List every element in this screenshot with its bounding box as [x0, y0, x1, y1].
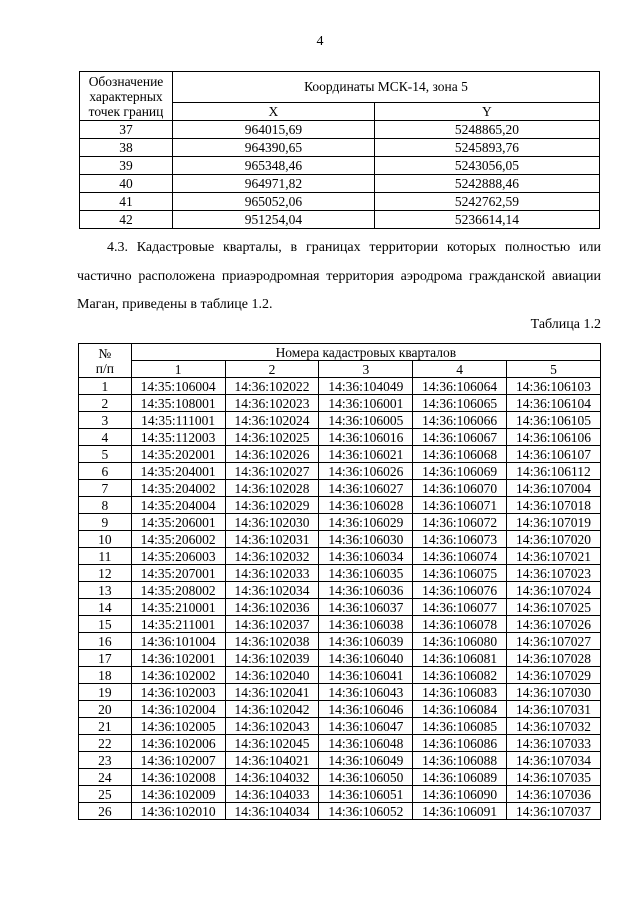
- cadastral-row: [79, 378, 601, 395]
- cadastral-number-cell: 14:36:102033: [225, 565, 319, 582]
- cadastral-number-cell: 14:36:102036: [225, 599, 319, 616]
- row-number-cell: 23: [79, 752, 132, 769]
- cadastral-number-cell: 14:35:202001: [131, 446, 225, 463]
- cadastral-quarters-table: [78, 343, 601, 820]
- row-number-cell: 17: [79, 650, 132, 667]
- point-number-cell: 42: [80, 211, 173, 229]
- cadastral-number-cell: 14:36:102032: [225, 548, 319, 565]
- cadastral-number-cell: 14:36:102024: [225, 412, 319, 429]
- cadastral-number-cell: 14:36:102026: [225, 446, 319, 463]
- cadastral-row: [79, 752, 601, 769]
- cadastral-row: [79, 718, 601, 735]
- row-number-header-line: №: [98, 345, 112, 361]
- cadastral-row: [79, 616, 601, 633]
- y-coordinate-cell: 5242888,46: [374, 175, 599, 193]
- x-coordinate-cell: 965348,46: [173, 157, 375, 175]
- cadastral-number-cell: 14:36:102003: [131, 684, 225, 701]
- cadastral-number-cell: 14:35:208002: [131, 582, 225, 599]
- boundary-points-header-line: точек границ: [88, 104, 164, 119]
- cadastral-number-cell: 14:36:107020: [507, 531, 601, 548]
- cadastral-number-cell: 14:36:106077: [413, 599, 507, 616]
- cadastral-number-cell: 14:36:107037: [507, 803, 601, 820]
- cadastral-row: [79, 446, 601, 463]
- row-number-cell: 2: [79, 395, 132, 412]
- cadastral-number-cell: 14:36:102002: [131, 667, 225, 684]
- cadastral-row: [79, 429, 601, 446]
- cadastral-number-cell: 14:36:107029: [507, 667, 601, 684]
- cadastral-number-cell: 14:36:106103: [507, 378, 601, 395]
- cadastral-number-cell: 14:36:106073: [413, 531, 507, 548]
- row-number-cell: 21: [79, 718, 132, 735]
- cadastral-number-cell: 14:36:106081: [413, 650, 507, 667]
- cadastral-row: [79, 633, 601, 650]
- cadastral-number-cell: 14:36:107035: [507, 769, 601, 786]
- cadastral-number-cell: 14:36:106107: [507, 446, 601, 463]
- cadastral-number-cell: 14:36:106052: [319, 803, 413, 820]
- y-coordinate-cell: 5242762,59: [374, 193, 599, 211]
- row-number-cell: 18: [79, 667, 132, 684]
- x-coordinate-cell: 964015,69: [173, 121, 375, 139]
- row-number-cell: 8: [79, 497, 132, 514]
- cadastral-number-cell: 14:36:106026: [319, 463, 413, 480]
- row-number-cell: 19: [79, 684, 132, 701]
- cadastral-number-cell: 14:36:107030: [507, 684, 601, 701]
- cadastral-number-cell: 14:36:107036: [507, 786, 601, 803]
- cadastral-number-cell: 14:36:106080: [413, 633, 507, 650]
- cadastral-number-cell: 14:36:102008: [131, 769, 225, 786]
- cadastral-number-cell: 14:36:106064: [413, 378, 507, 395]
- cadastral-number-cell: 14:35:211001: [131, 616, 225, 633]
- cadastral-number-cell: 14:36:106104: [507, 395, 601, 412]
- cadastral-number-cell: 14:36:102037: [225, 616, 319, 633]
- cadastral-number-cell: 14:36:104034: [225, 803, 319, 820]
- column-number-header: 1: [131, 361, 225, 378]
- cadastral-number-cell: 14:36:106030: [319, 531, 413, 548]
- cadastral-number-cell: 14:36:106082: [413, 667, 507, 684]
- x-coordinate-cell: 964390,65: [173, 139, 375, 157]
- coordinates-row: [80, 139, 600, 157]
- coordinates-row: [80, 193, 600, 211]
- row-number-header: [79, 344, 132, 378]
- cadastral-number-cell: 14:36:107024: [507, 582, 601, 599]
- cadastral-number-cell: 14:36:102005: [131, 718, 225, 735]
- row-number-cell: 15: [79, 616, 132, 633]
- cadastral-number-cell: 14:36:106029: [319, 514, 413, 531]
- cadastral-number-cell: 14:35:204002: [131, 480, 225, 497]
- cadastral-number-cell: 14:35:108001: [131, 395, 225, 412]
- y-coordinate-cell: 5243056,05: [374, 157, 599, 175]
- cadastral-number-cell: 14:36:102007: [131, 752, 225, 769]
- cadastral-row: [79, 650, 601, 667]
- cadastral-number-cell: 14:36:104021: [225, 752, 319, 769]
- cadastral-number-cell: 14:36:102043: [225, 718, 319, 735]
- cadastral-number-cell: 14:36:106071: [413, 497, 507, 514]
- row-number-cell: 25: [79, 786, 132, 803]
- cadastral-number-cell: 14:36:106112: [507, 463, 601, 480]
- cadastral-number-cell: 14:36:106083: [413, 684, 507, 701]
- cadastral-number-cell: 14:36:102010: [131, 803, 225, 820]
- point-number-cell: 38: [80, 139, 173, 157]
- cadastral-number-cell: 14:36:106066: [413, 412, 507, 429]
- row-number-cell: 12: [79, 565, 132, 582]
- cadastral-number-cell: 14:36:106068: [413, 446, 507, 463]
- cadastral-number-cell: 14:36:106049: [319, 752, 413, 769]
- cadastral-number-cell: 14:36:106039: [319, 633, 413, 650]
- cadastral-number-cell: 14:36:106037: [319, 599, 413, 616]
- cadastral-number-cell: 14:36:102001: [131, 650, 225, 667]
- cadastral-number-cell: 14:36:102027: [225, 463, 319, 480]
- coordinates-row: [80, 175, 600, 193]
- cadastral-row: [79, 531, 601, 548]
- cadastral-number-cell: 14:36:106069: [413, 463, 507, 480]
- y-coordinate-cell: 5245893,76: [374, 139, 599, 157]
- cadastral-number-cell: 14:36:102030: [225, 514, 319, 531]
- cadastral-number-cell: 14:36:102028: [225, 480, 319, 497]
- cadastral-number-cell: 14:36:107033: [507, 735, 601, 752]
- cadastral-number-cell: 14:36:106085: [413, 718, 507, 735]
- row-number-cell: 14: [79, 599, 132, 616]
- cadastral-number-cell: 14:36:106084: [413, 701, 507, 718]
- cadastral-number-cell: 14:36:106072: [413, 514, 507, 531]
- row-number-cell: 10: [79, 531, 132, 548]
- cadastral-number-cell: 14:36:106051: [319, 786, 413, 803]
- coordinates-table: [79, 71, 600, 229]
- point-number-cell: 39: [80, 157, 173, 175]
- cadastral-number-cell: 14:36:106089: [413, 769, 507, 786]
- cadastral-number-cell: 14:36:106048: [319, 735, 413, 752]
- cadastral-number-cell: 14:36:106105: [507, 412, 601, 429]
- cadastral-number-cell: 14:35:210001: [131, 599, 225, 616]
- cadastral-number-cell: 14:36:106021: [319, 446, 413, 463]
- cadastral-number-cell: 14:36:106046: [319, 701, 413, 718]
- cadastral-row: [79, 548, 601, 565]
- cadastral-row: [79, 412, 601, 429]
- cadastral-number-cell: 14:36:102045: [225, 735, 319, 752]
- column-number-header: 5: [507, 361, 601, 378]
- row-number-cell: 6: [79, 463, 132, 480]
- cadastral-row: [79, 463, 601, 480]
- cadastral-number-cell: 14:36:106091: [413, 803, 507, 820]
- cadastral-number-cell: 14:36:107019: [507, 514, 601, 531]
- row-number-cell: 22: [79, 735, 132, 752]
- cadastral-number-cell: 14:36:106036: [319, 582, 413, 599]
- cadastral-number-cell: 14:36:107004: [507, 480, 601, 497]
- cadastral-number-cell: 14:36:107018: [507, 497, 601, 514]
- cadastral-number-cell: 14:36:106086: [413, 735, 507, 752]
- cadastral-number-cell: 14:36:106047: [319, 718, 413, 735]
- cadastral-number-cell: 14:36:106067: [413, 429, 507, 446]
- cadastral-number-cell: 14:36:107032: [507, 718, 601, 735]
- cadastral-row: [79, 803, 601, 820]
- cadastral-row: [79, 565, 601, 582]
- cadastral-number-cell: 14:35:206003: [131, 548, 225, 565]
- cadastral-row: [79, 497, 601, 514]
- cadastral-row: [79, 667, 601, 684]
- cadastral-number-cell: 14:36:102023: [225, 395, 319, 412]
- cadastral-number-cell: 14:36:104033: [225, 786, 319, 803]
- cadastral-number-cell: 14:36:107031: [507, 701, 601, 718]
- row-number-header-line: п/п: [95, 360, 114, 376]
- cadastral-number-cell: 14:36:106041: [319, 667, 413, 684]
- section-4-3-paragraph: [77, 234, 601, 320]
- cadastral-row: [79, 582, 601, 599]
- column-number-header: 4: [413, 361, 507, 378]
- page-number: 4: [316, 34, 324, 49]
- y-coordinate-cell: 5248865,20: [374, 121, 599, 139]
- cadastral-number-cell: 14:36:106050: [319, 769, 413, 786]
- cadastral-number-cell: 14:36:106005: [319, 412, 413, 429]
- cadastral-number-cell: 14:36:106078: [413, 616, 507, 633]
- cadastral-number-cell: 14:36:106028: [319, 497, 413, 514]
- cadastral-row: [79, 514, 601, 531]
- cadastral-number-cell: 14:36:102006: [131, 735, 225, 752]
- cadastral-number-cell: 14:36:107025: [507, 599, 601, 616]
- row-number-cell: 20: [79, 701, 132, 718]
- point-number-cell: 40: [80, 175, 173, 193]
- x-coordinate-cell: 951254,04: [173, 211, 375, 229]
- cadastral-number-cell: 14:36:102025: [225, 429, 319, 446]
- cadastral-row: [79, 395, 601, 412]
- cadastral-number-cell: 14:36:106016: [319, 429, 413, 446]
- cadastral-number-cell: 14:36:104032: [225, 769, 319, 786]
- cadastral-number-cell: 14:36:106035: [319, 565, 413, 582]
- cadastral-number-cell: 14:35:207001: [131, 565, 225, 582]
- cadastral-number-cell: 14:36:107026: [507, 616, 601, 633]
- cadastral-number-cell: 14:36:101004: [131, 633, 225, 650]
- cadastral-number-cell: 14:36:107023: [507, 565, 601, 582]
- cadastral-row: [79, 684, 601, 701]
- row-number-cell: 16: [79, 633, 132, 650]
- column-number-header: 2: [225, 361, 319, 378]
- column-number-header: 3: [319, 361, 413, 378]
- cadastral-number-cell: 14:36:106034: [319, 548, 413, 565]
- cadastral-number-cell: 14:36:102042: [225, 701, 319, 718]
- cadastral-number-cell: 14:36:102034: [225, 582, 319, 599]
- cadastral-row: [79, 599, 601, 616]
- cadastral-number-cell: 14:36:104049: [319, 378, 413, 395]
- table-caption: Таблица 1.2: [530, 317, 601, 332]
- coordinates-group-header: Координаты МСК-14, зона 5: [173, 72, 600, 103]
- cadastral-number-cell: 14:36:106106: [507, 429, 601, 446]
- cadastral-number-cell: 14:35:204001: [131, 463, 225, 480]
- row-number-cell: 24: [79, 769, 132, 786]
- boundary-points-header: [80, 72, 173, 121]
- cadastral-number-cell: 14:36:102038: [225, 633, 319, 650]
- cadastral-number-cell: 14:36:106038: [319, 616, 413, 633]
- cadastral-number-cell: 14:36:106088: [413, 752, 507, 769]
- coordinates-row: [80, 121, 600, 139]
- cadastral-number-cell: 14:36:106075: [413, 565, 507, 582]
- paragraph-line: Маган, приведены в таблице 1.2.: [77, 297, 273, 312]
- cadastral-number-cell: 14:36:107021: [507, 548, 601, 565]
- cadastral-row: [79, 701, 601, 718]
- cadastral-number-cell: 14:36:102029: [225, 497, 319, 514]
- point-number-cell: 37: [80, 121, 173, 139]
- cadastral-row: [79, 735, 601, 752]
- cadastral-quarters-group-header: Номера кадастровых кварталов: [131, 344, 600, 361]
- paragraph-line: частично расположена приаэродромная территория аэродрома гражданской авиации: [77, 268, 601, 284]
- cadastral-number-cell: 14:36:102022: [225, 378, 319, 395]
- cadastral-number-cell: 14:36:107027: [507, 633, 601, 650]
- row-number-cell: 4: [79, 429, 132, 446]
- paragraph-line: 4.3. Кадастровые кварталы, в границах территории которых полностью или: [107, 240, 601, 255]
- cadastral-number-cell: 14:36:102031: [225, 531, 319, 548]
- cadastral-number-cell: 14:36:102009: [131, 786, 225, 803]
- cadastral-row: [79, 769, 601, 786]
- row-number-cell: 1: [79, 378, 132, 395]
- coordinates-row: [80, 157, 600, 175]
- boundary-points-header-line: Обозначение: [88, 74, 164, 89]
- row-number-cell: 11: [79, 548, 132, 565]
- point-number-cell: 41: [80, 193, 173, 211]
- cadastral-number-cell: 14:35:111001: [131, 412, 225, 429]
- cadastral-number-cell: 14:36:102040: [225, 667, 319, 684]
- coordinates-row: [80, 211, 600, 229]
- cadastral-number-cell: 14:36:106074: [413, 548, 507, 565]
- cadastral-number-cell: 14:36:107028: [507, 650, 601, 667]
- x-coordinate-cell: 965052,06: [173, 193, 375, 211]
- cadastral-number-cell: 14:36:102039: [225, 650, 319, 667]
- x-column-header: X: [173, 103, 375, 121]
- cadastral-number-cell: 14:36:106076: [413, 582, 507, 599]
- cadastral-number-cell: 14:35:112003: [131, 429, 225, 446]
- cadastral-number-cell: 14:36:106043: [319, 684, 413, 701]
- cadastral-number-cell: 14:36:102041: [225, 684, 319, 701]
- row-number-cell: 9: [79, 514, 132, 531]
- cadastral-number-cell: 14:35:206001: [131, 514, 225, 531]
- cadastral-number-cell: 14:36:102004: [131, 701, 225, 718]
- cadastral-number-cell: 14:36:106070: [413, 480, 507, 497]
- row-number-cell: 5: [79, 446, 132, 463]
- cadastral-row: [79, 786, 601, 803]
- cadastral-number-cell: 14:36:107034: [507, 752, 601, 769]
- row-number-cell: 7: [79, 480, 132, 497]
- cadastral-number-cell: 14:36:106040: [319, 650, 413, 667]
- cadastral-number-cell: 14:36:106065: [413, 395, 507, 412]
- y-coordinate-cell: 5236614,14: [374, 211, 599, 229]
- cadastral-number-cell: 14:35:204004: [131, 497, 225, 514]
- cadastral-number-cell: 14:36:106001: [319, 395, 413, 412]
- y-column-header: Y: [374, 103, 599, 121]
- row-number-cell: 13: [79, 582, 132, 599]
- boundary-points-header-line: характерных: [89, 89, 163, 104]
- row-number-cell: 3: [79, 412, 132, 429]
- cadastral-row: [79, 480, 601, 497]
- cadastral-number-cell: 14:36:106090: [413, 786, 507, 803]
- row-number-cell: 26: [79, 803, 132, 820]
- x-coordinate-cell: 964971,82: [173, 175, 375, 193]
- cadastral-number-cell: 14:35:206002: [131, 531, 225, 548]
- cadastral-number-cell: 14:35:106004: [131, 378, 225, 395]
- cadastral-number-cell: 14:36:106027: [319, 480, 413, 497]
